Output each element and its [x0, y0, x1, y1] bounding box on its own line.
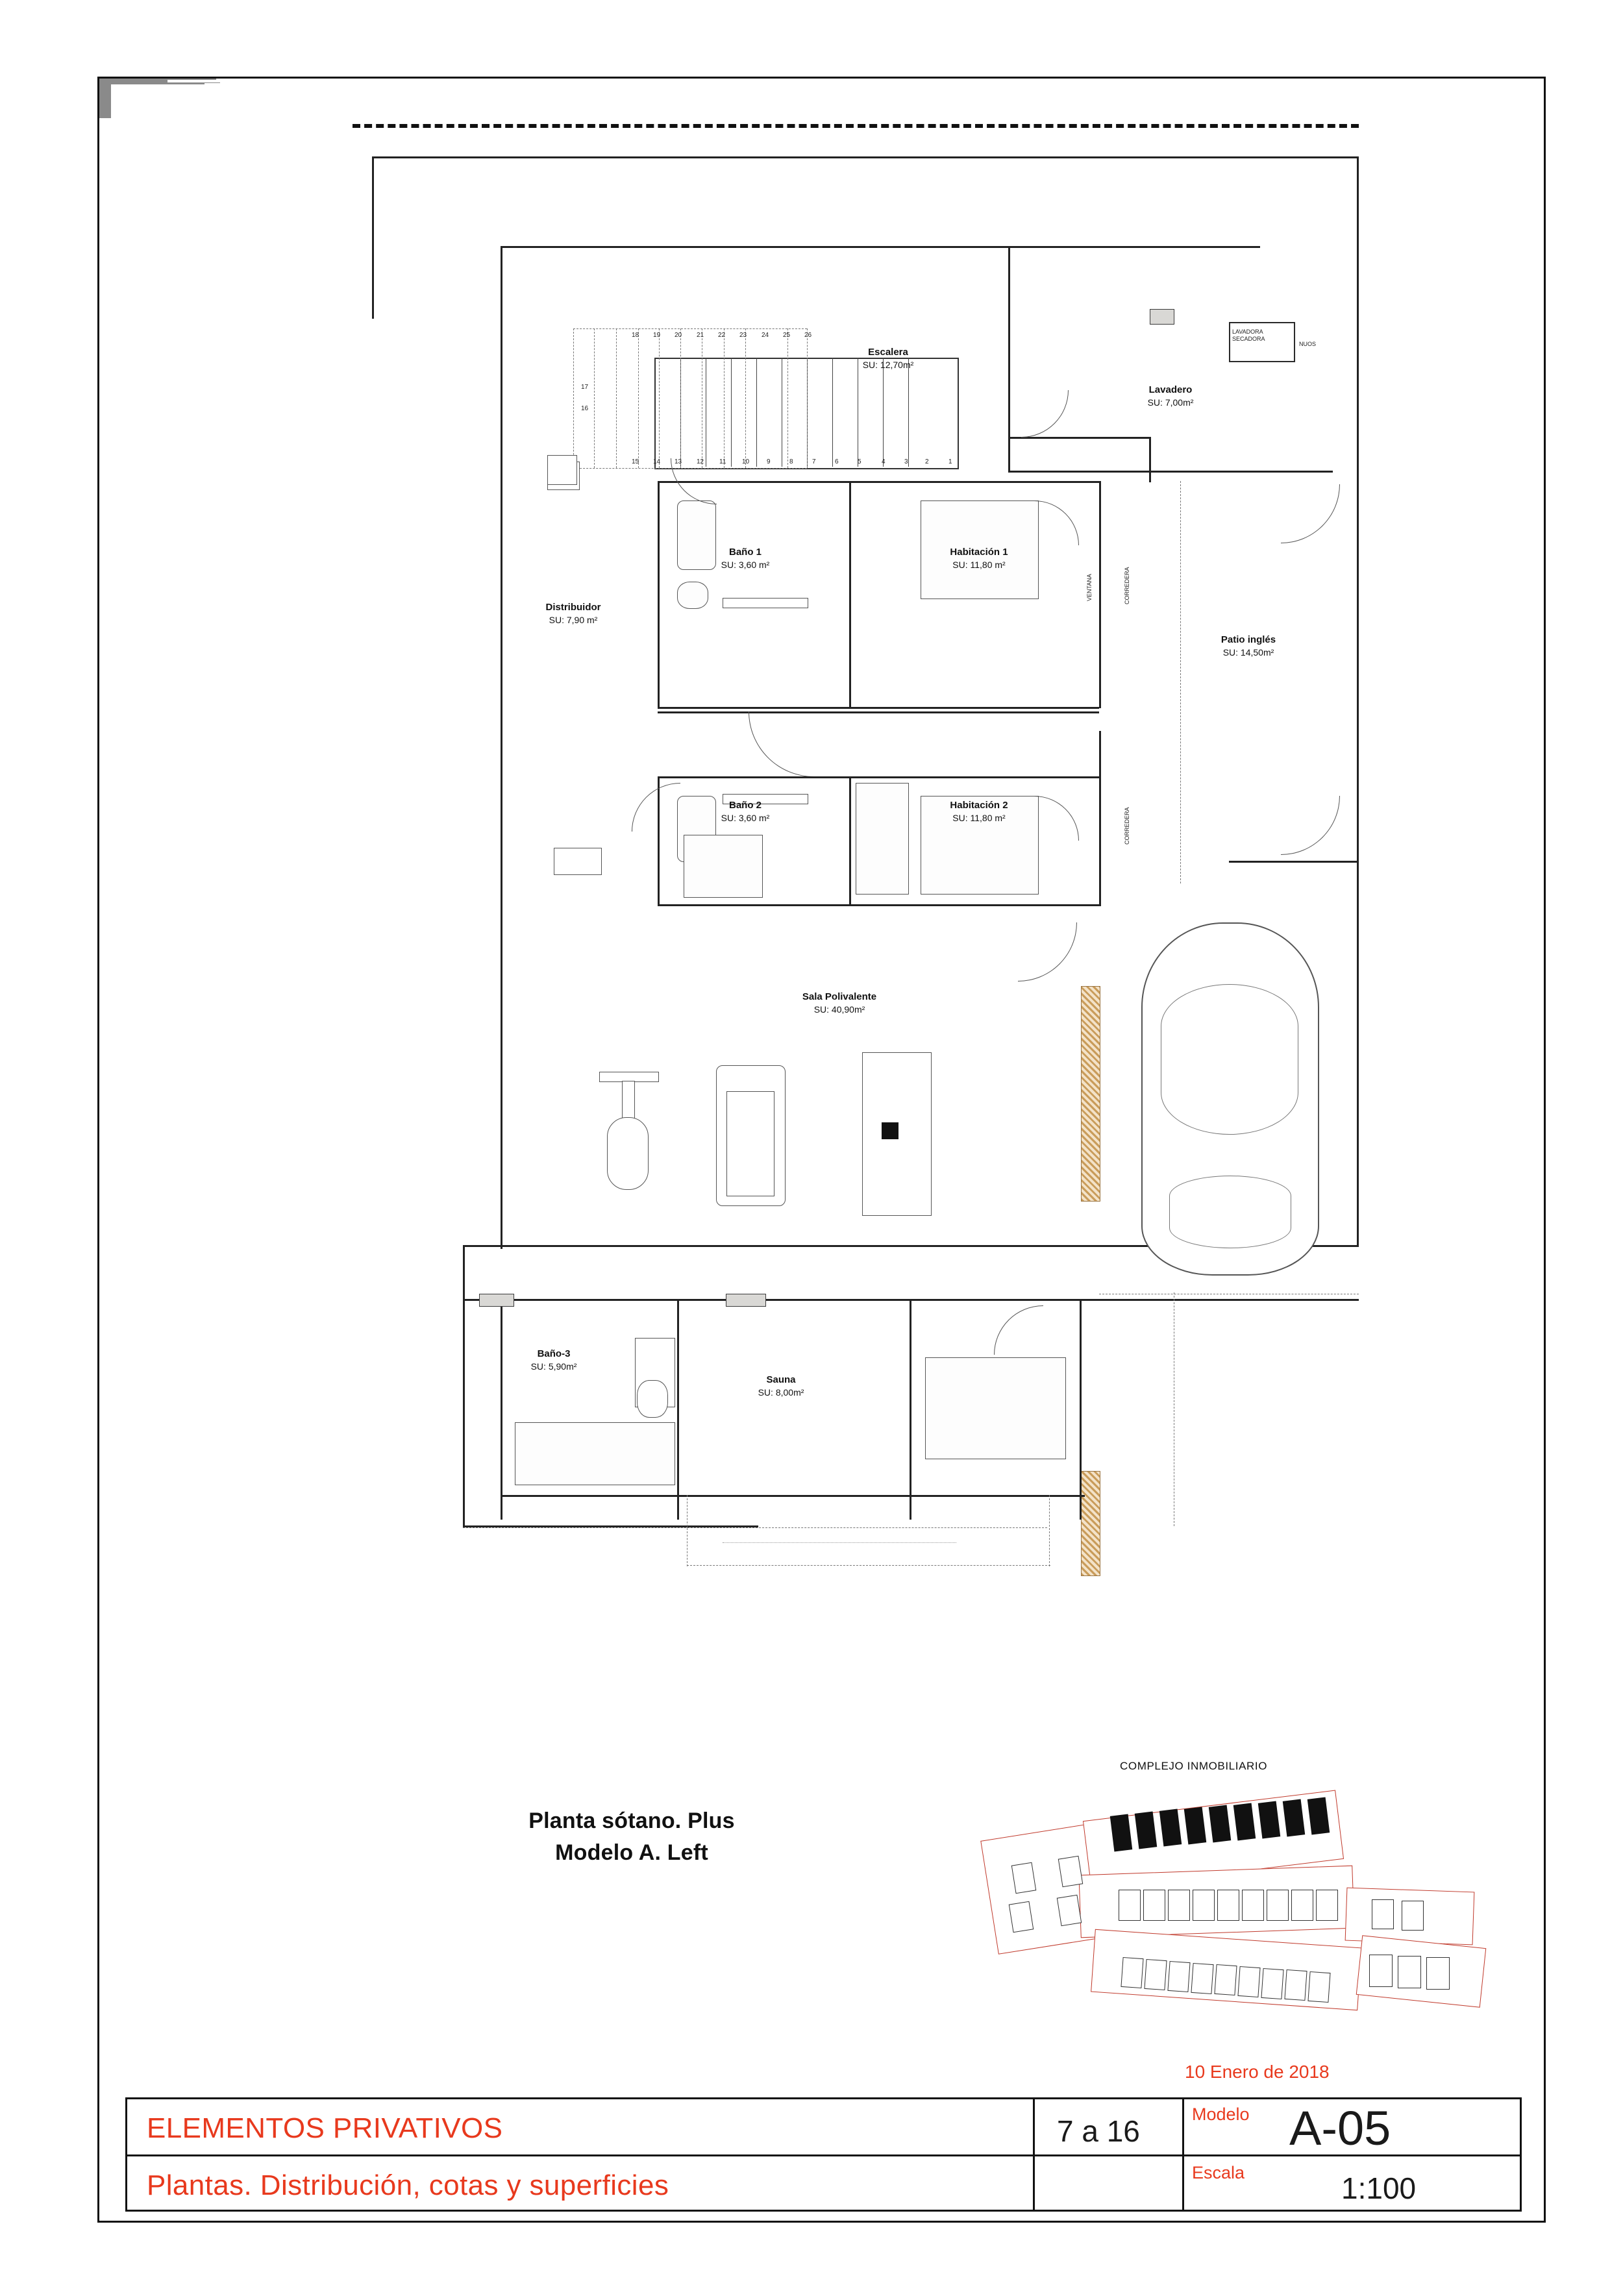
title-block-column-2	[1182, 2099, 1184, 2210]
site-unit	[1316, 1890, 1338, 1921]
site-unit	[1191, 1963, 1213, 1994]
door-swing	[1281, 484, 1340, 543]
room-area: SU: 11,80 m²	[952, 813, 1006, 824]
door-swing	[749, 711, 814, 777]
modelo-label: Modelo	[1192, 2105, 1250, 2124]
terrace-outline	[463, 1527, 1047, 1528]
room-name: Patio inglés	[1220, 634, 1276, 645]
site-unit	[1426, 1957, 1450, 1990]
room-label-habitacion2	[895, 799, 1063, 826]
room-area: SU: 40,90m²	[813, 1004, 865, 1015]
treadmill-belt	[726, 1091, 774, 1196]
room-area: SU: 14,50m²	[1222, 647, 1274, 658]
wall	[910, 1299, 911, 1520]
door-swing	[1018, 922, 1077, 981]
room-name: Baño 1	[728, 547, 762, 558]
stair-tread	[731, 358, 732, 467]
stair-number: 23	[739, 332, 747, 339]
wall	[1099, 731, 1101, 906]
hatched-wall-lower	[1081, 1471, 1100, 1576]
site-unit	[1121, 1957, 1143, 1988]
plan-title	[372, 1805, 891, 1870]
stair-guide	[659, 328, 660, 468]
stair-number: 15	[632, 458, 639, 465]
room-label-escalera	[817, 346, 960, 373]
interior-wall-top	[501, 246, 1260, 248]
outer-wall-left-lower	[463, 1245, 465, 1527]
wall	[658, 707, 1099, 709]
room-name: Baño 2	[728, 800, 762, 811]
site-unit	[1168, 1890, 1190, 1921]
stair-guide	[787, 328, 788, 468]
room-label-sala-polivalente	[749, 991, 930, 1017]
room-label-patio-ingles	[1164, 634, 1333, 660]
wall	[1099, 481, 1101, 708]
site-unit	[1193, 1890, 1215, 1921]
wall	[849, 776, 851, 906]
car-mirror	[99, 101, 111, 118]
stair-guide	[616, 328, 617, 468]
armarios-label: NUOS	[1299, 341, 1317, 347]
stair-number: 8	[789, 458, 793, 465]
car-hood	[1169, 1176, 1291, 1248]
stair-number: 4	[882, 458, 886, 465]
outer-wall-left	[372, 156, 374, 319]
wall-niche	[547, 455, 577, 485]
wall	[1149, 437, 1151, 482]
stair-number: 14	[653, 458, 661, 465]
stair-guide	[807, 328, 808, 468]
room-name: Sala Polivalente	[802, 991, 877, 1002]
wall	[1008, 437, 1151, 439]
window-opening	[726, 1294, 766, 1307]
room-name: Lavadero	[1148, 384, 1193, 395]
wall	[658, 481, 1099, 483]
site-unit	[1217, 1890, 1239, 1921]
room-area: SU: 12,70m²	[862, 360, 914, 371]
room-label-bano1	[674, 546, 817, 573]
room-label-sauna	[716, 1374, 846, 1400]
stair-number: 2	[925, 458, 929, 465]
window-opening	[479, 1294, 514, 1307]
wall	[849, 481, 851, 708]
closet	[554, 848, 602, 875]
bano1-sink	[723, 598, 808, 608]
stair-number: 22	[718, 332, 726, 339]
stair-number: 5	[858, 458, 861, 465]
stair-number: 12	[697, 458, 704, 465]
title-block-column-1	[1033, 2099, 1035, 2210]
room-label-distribuidor	[502, 601, 645, 628]
window-opening	[1150, 309, 1174, 325]
site-unit	[1261, 1968, 1283, 1999]
wall	[1229, 861, 1357, 863]
stair-number: 3	[904, 458, 908, 465]
bano3-tub	[515, 1422, 675, 1485]
rack-weight	[882, 1122, 898, 1139]
stair-number: 10	[742, 458, 750, 465]
stair-guide	[745, 328, 746, 468]
stair-guide	[573, 328, 807, 329]
stair-number: 1	[948, 458, 952, 465]
outer-wall-right	[1357, 156, 1359, 1247]
wall	[658, 776, 1099, 778]
terrace-outline	[1049, 1495, 1050, 1566]
stair-number: 25	[783, 332, 791, 339]
door-swing	[994, 1305, 1043, 1355]
terrace-outline	[687, 1495, 688, 1566]
terrace-outline	[687, 1565, 1050, 1566]
outer-wall-top	[372, 156, 1359, 158]
floor-plan	[99, 79, 1544, 1591]
stair-number: 21	[697, 332, 704, 339]
site-unit	[1011, 1862, 1036, 1894]
escala-label: Escala	[1192, 2163, 1245, 2182]
room-label-habitacion1	[895, 546, 1063, 573]
room-area: SU: 5,90m²	[530, 1361, 577, 1372]
site-unit	[1214, 1964, 1237, 1995]
stair-guide	[680, 328, 681, 468]
escala-value: 1:100	[1341, 2171, 1417, 2205]
plan-title-line1: Planta sótano. Plus	[528, 1808, 735, 1833]
stair-number: 26	[804, 332, 812, 339]
room-area: SU: 3,60 m²	[721, 813, 770, 824]
plan-title-line2: Modelo A. Left	[555, 1840, 708, 1866]
stair-number: 6	[835, 458, 839, 465]
hatched-wall	[1081, 986, 1100, 1202]
cuarto-instalaciones-equipment	[925, 1357, 1066, 1459]
site-unit	[1372, 1899, 1394, 1929]
site-unit	[1167, 1961, 1190, 1992]
bano2-shower	[684, 835, 763, 898]
site-unit	[1057, 1895, 1082, 1926]
title-block-line1: ELEMENTOS PRIVATIVOS	[147, 2112, 503, 2144]
door-swing	[1034, 500, 1079, 545]
room-area: SU: 7,90 m²	[549, 615, 598, 626]
stair-tread	[908, 358, 909, 467]
room-area: SU: 3,60 m²	[721, 560, 770, 571]
site-unit	[1402, 1901, 1424, 1931]
plot-boundary-dashed	[353, 124, 1359, 128]
site-unit	[1284, 1969, 1307, 2001]
stair-number: 7	[812, 458, 816, 465]
stair-number: 18	[632, 332, 639, 339]
wall	[677, 1299, 679, 1520]
site-map-caption: COMPLEJO INMOBILIARIO	[1120, 1760, 1268, 1772]
door-swing	[1281, 796, 1340, 855]
patio-boundary	[1180, 481, 1181, 883]
stair-number: 16	[581, 405, 589, 412]
site-unit	[1291, 1890, 1313, 1921]
site-map	[982, 1792, 1450, 2052]
site-unit	[1307, 1971, 1330, 2003]
site-unit	[1242, 1890, 1264, 1921]
stair-guide	[638, 328, 639, 468]
site-unit	[1369, 1955, 1393, 1987]
stair-number: 19	[653, 332, 661, 339]
title-block-line2: Plantas. Distribución, cotas y superficies	[147, 2169, 669, 2201]
wall	[658, 711, 1099, 713]
gym-bench-seat	[607, 1117, 649, 1190]
stair-number: 11	[719, 458, 726, 465]
room-name: Habitación 1	[950, 547, 1008, 558]
title-block	[125, 2097, 1522, 2212]
site-unit	[1237, 1966, 1260, 1997]
lavadora-secadora-label: LAVADORA SECADORA	[1232, 328, 1265, 343]
room-label-bano2	[674, 799, 817, 826]
site-unit	[1267, 1890, 1289, 1921]
bano1-wc	[677, 582, 708, 609]
corredera-label-1: CORREDERA	[1124, 567, 1130, 604]
stair-number: 9	[767, 458, 771, 465]
site-unit	[1398, 1956, 1421, 1988]
wall	[1080, 1299, 1082, 1520]
site-unit	[1119, 1890, 1141, 1921]
room-area: SU: 8,00m²	[758, 1387, 804, 1398]
ventana-label: VENTANA	[1086, 574, 1093, 601]
room-name: Escalera	[868, 347, 908, 358]
sheet-range: 7 a 16	[1057, 2114, 1140, 2148]
stair-number: 24	[762, 332, 769, 339]
modelo-value: A-05	[1289, 2101, 1391, 2155]
site-unit	[1009, 1901, 1034, 1932]
room-area: SU: 7,00m²	[1147, 397, 1194, 408]
room-label-bano3	[489, 1348, 619, 1374]
room-name: Sauna	[766, 1374, 796, 1385]
wall	[658, 904, 1099, 906]
door-swing	[1021, 390, 1069, 438]
room-name: Baño-3	[537, 1348, 571, 1359]
corredera-label-2: CORREDERA	[1124, 807, 1130, 845]
car-cabin	[1161, 984, 1298, 1135]
stair-outline	[723, 1542, 956, 1543]
drawing-date: 10 Enero de 2018	[1185, 2062, 1330, 2082]
stair-number: 17	[581, 384, 589, 391]
stair-number: 13	[675, 458, 682, 465]
site-unit	[1143, 1890, 1165, 1921]
stair-tread	[883, 358, 884, 467]
wall	[501, 1299, 502, 1520]
wall	[658, 481, 660, 708]
site-unit	[1144, 1959, 1167, 1990]
door-swing	[671, 458, 717, 504]
room-name: Habitación 2	[950, 800, 1008, 811]
wall	[1008, 471, 1333, 473]
stair-number: 20	[675, 332, 682, 339]
room-name: Distribuidor	[545, 602, 601, 613]
stair-tread	[832, 358, 833, 467]
stair-guide	[573, 328, 574, 468]
stair-guide	[594, 328, 595, 468]
interior-wall-left	[501, 246, 502, 1249]
stair-guide	[724, 328, 725, 468]
car-mirror	[99, 84, 111, 101]
room-label-lavadero	[1099, 384, 1242, 410]
room-area: SU: 11,80 m²	[952, 560, 1006, 571]
door-swing	[632, 783, 680, 832]
bano3-wc	[637, 1380, 668, 1418]
stair-tread	[756, 358, 757, 467]
drawing-sheet	[97, 77, 1546, 2223]
site-unit	[1058, 1856, 1083, 1887]
wall	[501, 1495, 1085, 1497]
